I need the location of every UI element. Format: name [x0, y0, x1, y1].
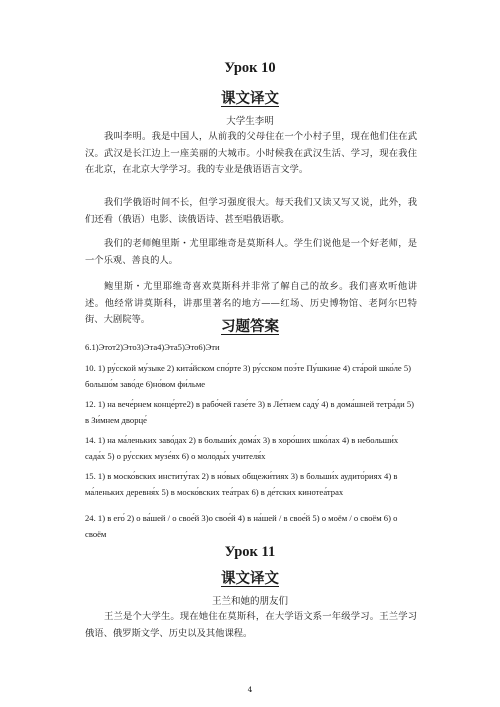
lesson-10-text-title: 大学生李明 [226, 116, 274, 127]
page-number: 4 [247, 685, 253, 694]
lesson-10-translation-heading: 课文译文 [221, 90, 279, 107]
lesson-11-paragraph-1: 王兰是个大学生。现在她住在莫斯科，在大学语文系一年级学习。王兰学习俄语、俄罗斯文学、历史以及其他课程。 [85, 611, 417, 639]
lesson-11-translation-heading: 课文译文 [221, 570, 279, 587]
lesson-10-paragraph-2: 我们学俄语时间不长，但学习强度很大。每天我们又读又写又说，此外，我们还看（俄语）电影、读俄语诗、甚至唱俄语歌。 [85, 197, 417, 225]
answer-line-15: 15. 1) в моско́вских институ́тах 2) в но́вых общежи́тиях 3) в больши́х аудито́риях 4) в ма́леньких деревня́х 5) в моско́вских теа́трах 6) в де́тских кинотеа́трах [85, 471, 398, 497]
lesson-10-title: Урок 10 [224, 60, 276, 76]
answer-line-24: 24. 1) в его́ 2) о ва́шей / о свое́й 3)о свое́й 4) в на́шей / в свое́й 5) о моём / о своём 6) о своём [85, 513, 398, 539]
answer-line-10: 10. 1) ру́сской му́зыке 2) кита́йском спо́рте 3) ру́сском поэ́те Пу́шкине 4) ста́рой шко́ле 5) большо́м заво́де 6)но́вом фи́льме [85, 363, 411, 389]
lesson-10-paragraph-4: 鲍里斯・尤里耶维奇喜欢莫斯科并非常了解自己的故乡。我们喜欢听他讲述。他经常讲莫斯科，讲那里著名的地方——红场、历史博物馆、老阿尔巴特街、大剧院等。 [85, 281, 417, 325]
lesson-10-paragraph-3: 我们的老师鲍里斯・尤里耶维奇是莫斯科人。学生们说他是一个好老师，是一个乐观、善良的人。 [85, 238, 417, 266]
lesson-11-text-title: 王兰和她的朋友们 [211, 596, 288, 607]
answer-line-12: 12. 1) на вече́рнем конце́рте2) в рабо́чей газе́те 3) в Ле́тнем саду́ 4) в дома́шней тетра́ди 5) в Зи́мнем дворце́ [85, 399, 415, 425]
lesson-11-title: Урок 11 [224, 544, 276, 560]
answer-line-6: 6.1)Этот2)Это3)Эта4)Эта5)Это6)Эти [85, 342, 220, 352]
lesson-10-paragraph-1: 我叫李明。我是中国人，从前我的父母住在一个小村子里，现在他们住在武汉。武汉是长江边上一座美丽的大城市。小时候我在武汉生活、学习，现在我住在北京，在北京大学学习。我的专业是俄语语言文学。 [85, 131, 417, 175]
answer-line-14: 14. 1) на ма́леньких заво́дах 2) в больши́х дома́х 3) в хоро́ших шко́лах 4) в небольши́х сада́х 5) о ру́сских музе́ях 6) о молоды́х учителя́х [85, 435, 399, 461]
lesson-10-answers-heading: 习题答案 [221, 318, 279, 335]
